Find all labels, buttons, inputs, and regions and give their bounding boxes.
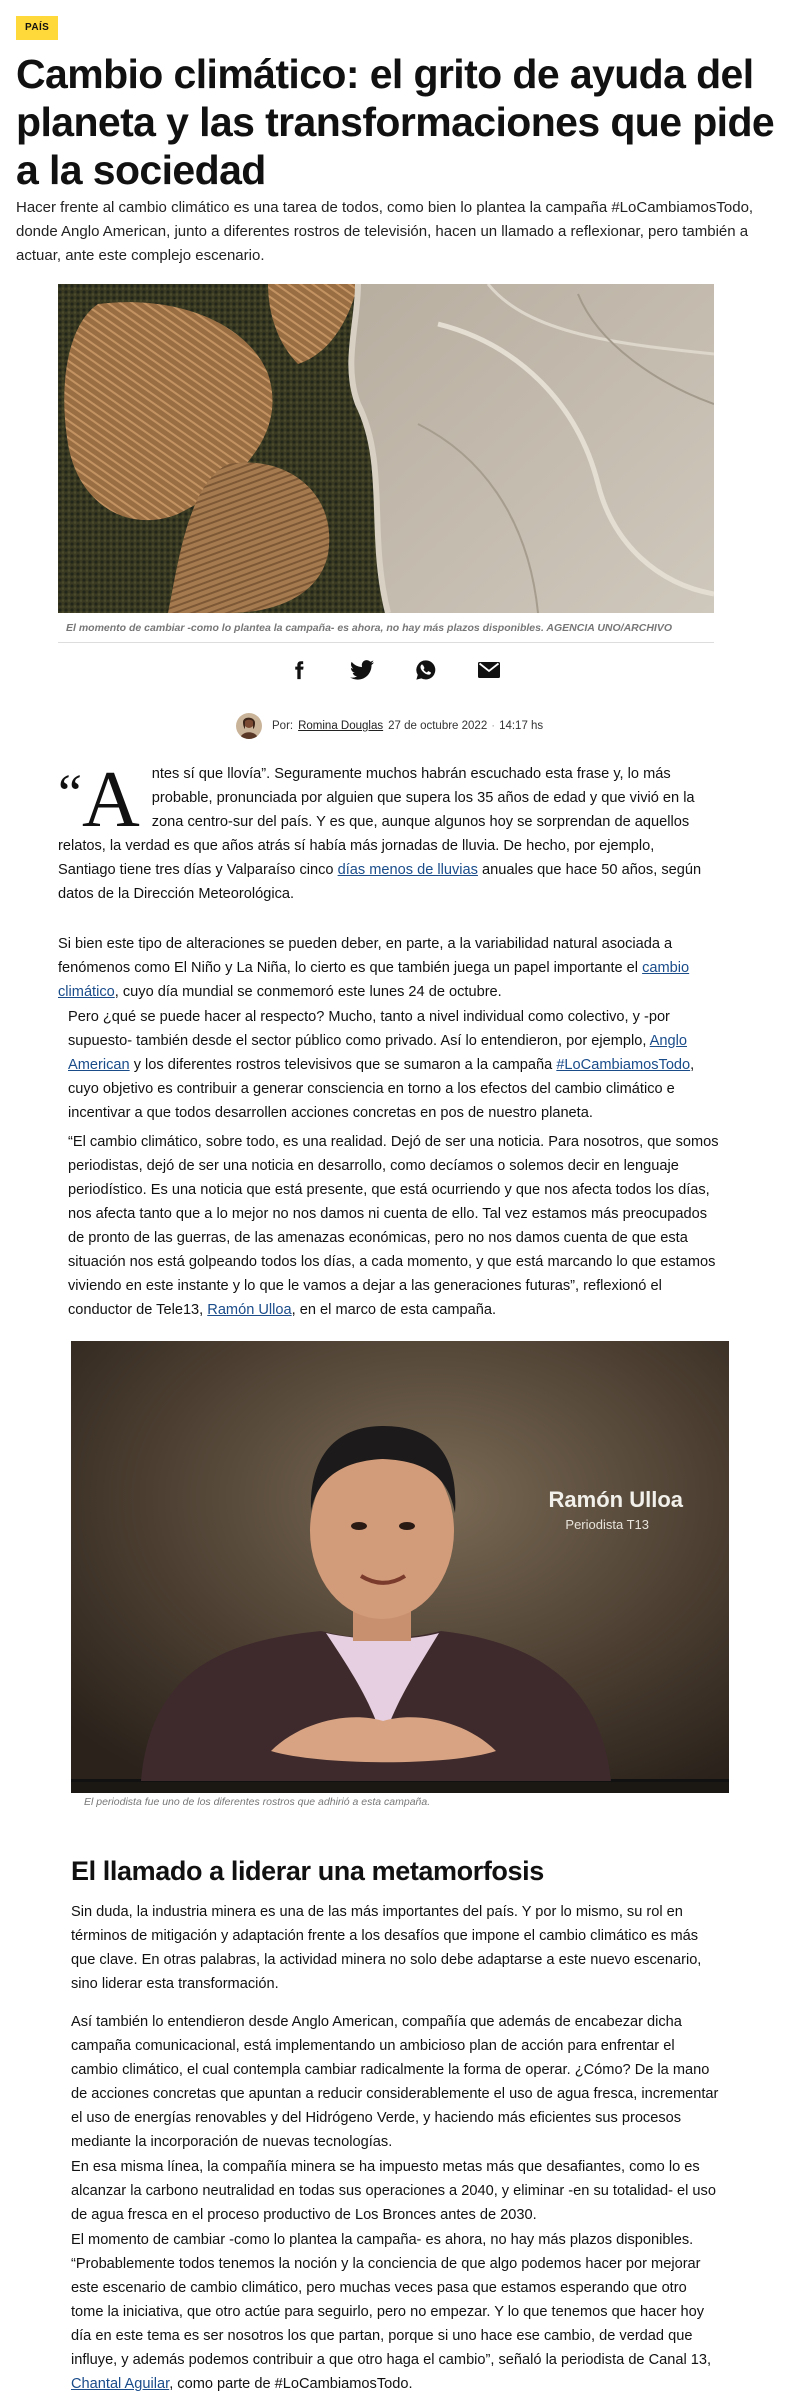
paragraph-3 <box>68 1005 724 1125</box>
author-avatar <box>236 713 262 739</box>
presenter-illustration <box>71 1341 729 1793</box>
hero-image <box>58 284 714 613</box>
byline <box>236 712 556 740</box>
hero-caption: El momento de cambiar -como lo plantea la campaña- es ahora, no hay más plazos disponibles. AGENCIA UNO/ARCHIVO <box>58 618 714 643</box>
paragraph-2-text-b: , cuyo día mundial se conmemoró este lunes 24 de octubre. <box>114 984 502 1000</box>
dropcap-quote-mark: “ <box>58 763 82 823</box>
paragraph-8-text-b: , como parte de #LoCambiamosTodo. <box>169 2376 413 2392</box>
paragraph-8-text-a: El momento de cambiar -como lo plantea la campaña- es ahora, no hay más plazos disponibles. “Probablemente todos tenemos la noción y la conciencia de que algo podemos hacer por mejorar este escenario de cambio climático, pero muchas veces pasa que estamos esperando que otro tome la iniciativa, que otro actúe para seguirlo, pero no empezar. Y lo que tenemos que hacer hoy día en este tema es ser nosotros los que partan, porque si uno hace ese cambio, de verdad que influye, y además podemos contribuir a que otro haga el cambio”, señaló la periodista de Canal 13, <box>71 2232 712 2368</box>
ramon-ulloa-link[interactable]: Ramón Ulloa <box>207 1302 292 1318</box>
facebook-icon <box>289 660 309 680</box>
climate-change-link[interactable]: cambio climático <box>58 960 690 1000</box>
byline-prefix: Por: <box>272 720 294 732</box>
paragraph-6: Así también lo entendieron desde Anglo American, compañía que además de encabezar dicha campaña comunicacional, está implementando un ambicioso plan de acción para enfrentar el cambio climático, el cual contempla cambiar radicalmente la forma de operar. ¿Cómo? De la mano de acciones concretas que apuntan a reducir considerablemente el uso de agua fresca, incrementar el uso de energías renovables y del Hidrógeno Verde, y haciendo más eficientes sus procesos mediante la incorporación de nuevas tecnologías. <box>71 2014 719 2150</box>
video-overlay-name: Ramón Ulloa <box>548 1487 683 1512</box>
aerial-landscape-illustration <box>58 284 714 613</box>
paragraph-3-text-a: Pero ¿qué se puede hacer al respecto? Mucho, tanto a nivel individual como colectivo, y -por supuesto- también desde el sector público como privado. Así lo entendieron, por ejemplo, <box>68 1009 670 1049</box>
paragraph-4-text-b: , en el marco de esta campaña. <box>291 1302 497 1318</box>
section-title: El llamado a liderar una metamorfosis <box>71 1856 544 1886</box>
rain-days-link[interactable]: días menos de lluvias <box>337 862 478 878</box>
category-tag[interactable]: PAÍS <box>16 16 58 40</box>
email-share-button[interactable] <box>474 655 504 685</box>
twitter-share-button[interactable] <box>347 655 377 685</box>
campaign-hashtag-link[interactable]: #LoCambiamosTodo <box>556 1057 691 1073</box>
whatsapp-share-button[interactable] <box>411 655 441 685</box>
author-link[interactable]: Romina Douglas <box>298 720 384 732</box>
article-lead: Hacer frente al cambio climático es una tarea de todos, como bien lo plantea la campaña #LoCambiamosTodo, donde Anglo American, junto a diferentes rostros de televisión, hacen un llamado a reflexionar, pero también a actuar, ante este complejo escenario. <box>16 199 754 264</box>
anglo-american-link[interactable]: Anglo American <box>68 1033 687 1073</box>
paragraph-1 <box>58 756 714 906</box>
email-icon <box>478 661 500 679</box>
video-caption: El periodista fue uno de los diferentes rostros que adhirió a esta campaña. <box>84 1796 431 1808</box>
paragraph-3-text-c: , cuyo objetivo es contribuir a generar consciencia en torno a los efectos del cambio climático e incentivar a que todos desarrollen acciones concretas en pos de nuestro planeta. <box>68 1057 695 1121</box>
publish-time: 14:17 hs <box>499 720 544 732</box>
paragraph-5: Sin duda, la industria minera es una de las más importantes del país. Y por lo mismo, su rol en términos de mitigación y adaptación frente a los desafíos que impone el cambio climático es más que clave. En otras palabras, la actividad minera no solo debe adaptarse a este nuevo escenario, sino liderar esta transformación. <box>71 1904 702 1992</box>
twitter-icon <box>350 660 374 680</box>
facebook-share-button[interactable] <box>284 655 314 685</box>
paragraph-2 <box>58 932 714 1004</box>
chantal-aguilar-link[interactable]: Chantal Aguilar <box>71 2376 170 2392</box>
dropcap <box>58 756 140 844</box>
paragraph-1-text-b: anuales que hace 50 años, según datos de la Dirección Meteorológica. <box>58 862 702 902</box>
paragraph-3-text-b: y los diferentes rostros televisivos que se sumaron a la campaña <box>129 1057 557 1073</box>
share-bar <box>284 655 504 685</box>
whatsapp-icon <box>415 659 437 681</box>
paragraph-7: En esa misma línea, la compañía minera se ha impuesto metas más que desafiantes, como lo es alcanzar la carbono neutralidad en todas sus operaciones a 2040, y eliminar -en su totalidad- el uso de agua fresca en el proceso productivo de Los Bronces antes de 2030. <box>71 2159 716 2223</box>
publish-date: 27 de octubre 2022 <box>388 720 488 732</box>
byline-separator: · <box>491 720 496 732</box>
paragraph-2-text-a: Si bien este tipo de alteraciones se pueden deber, en parte, a la variabilidad natural asociada a fenómenos como El Niño y La Niña, lo cierto es que también juega un papel importante el <box>58 936 673 976</box>
article-title: Cambio climático: el grito de ayuda del planeta y las transformaciones que pide a la sociedad <box>16 51 775 193</box>
paragraph-1-text-a: ntes sí que llovía”. Seguramente muchos habrán escuchado esta frase y, lo más probable, pronunciada por alguien que supera los 35 años de edad y que vivió en la zona centro-sur del país. Y es que, aunque algunos hoy se sorprendan de aquellos relatos, la verdad es que años atrás sí había más jornadas de lluvia. De hecho, por ejemplo, Santiago tiene tres días y Valparaíso cinco <box>58 766 695 878</box>
paragraph-4 <box>68 1130 724 1322</box>
video-still[interactable] <box>71 1341 729 1793</box>
paragraph-8 <box>71 2228 721 2396</box>
dropcap-letter: A <box>81 756 140 844</box>
paragraph-4-text-a: “El cambio climático, sobre todo, es una realidad. Dejó de ser una noticia. Para nosotros, que somos periodistas, dejó de ser una noticia en desarrollo, como decíamos o solemos decir en lenguaje periodístico. Es una noticia que está presente, que está ocurriendo y que nos afecta todos los días, nos afecta tanto que a lo mejor no nos damos ni cuenta de ello. Tal vez estamos más preocupados de pronto de las guerras, de las amenazas económicas, pero no nos damos cuenta de que esta situación nos está golpeando todos los días, a cada momento, y que está marcando lo que estamos viviendo en este instante y lo que le vamos a dejar a las generaciones futuras”, reflexionó el conductor de Tele13, <box>68 1134 719 1318</box>
video-overlay-role: Periodista T13 <box>565 1517 649 1532</box>
